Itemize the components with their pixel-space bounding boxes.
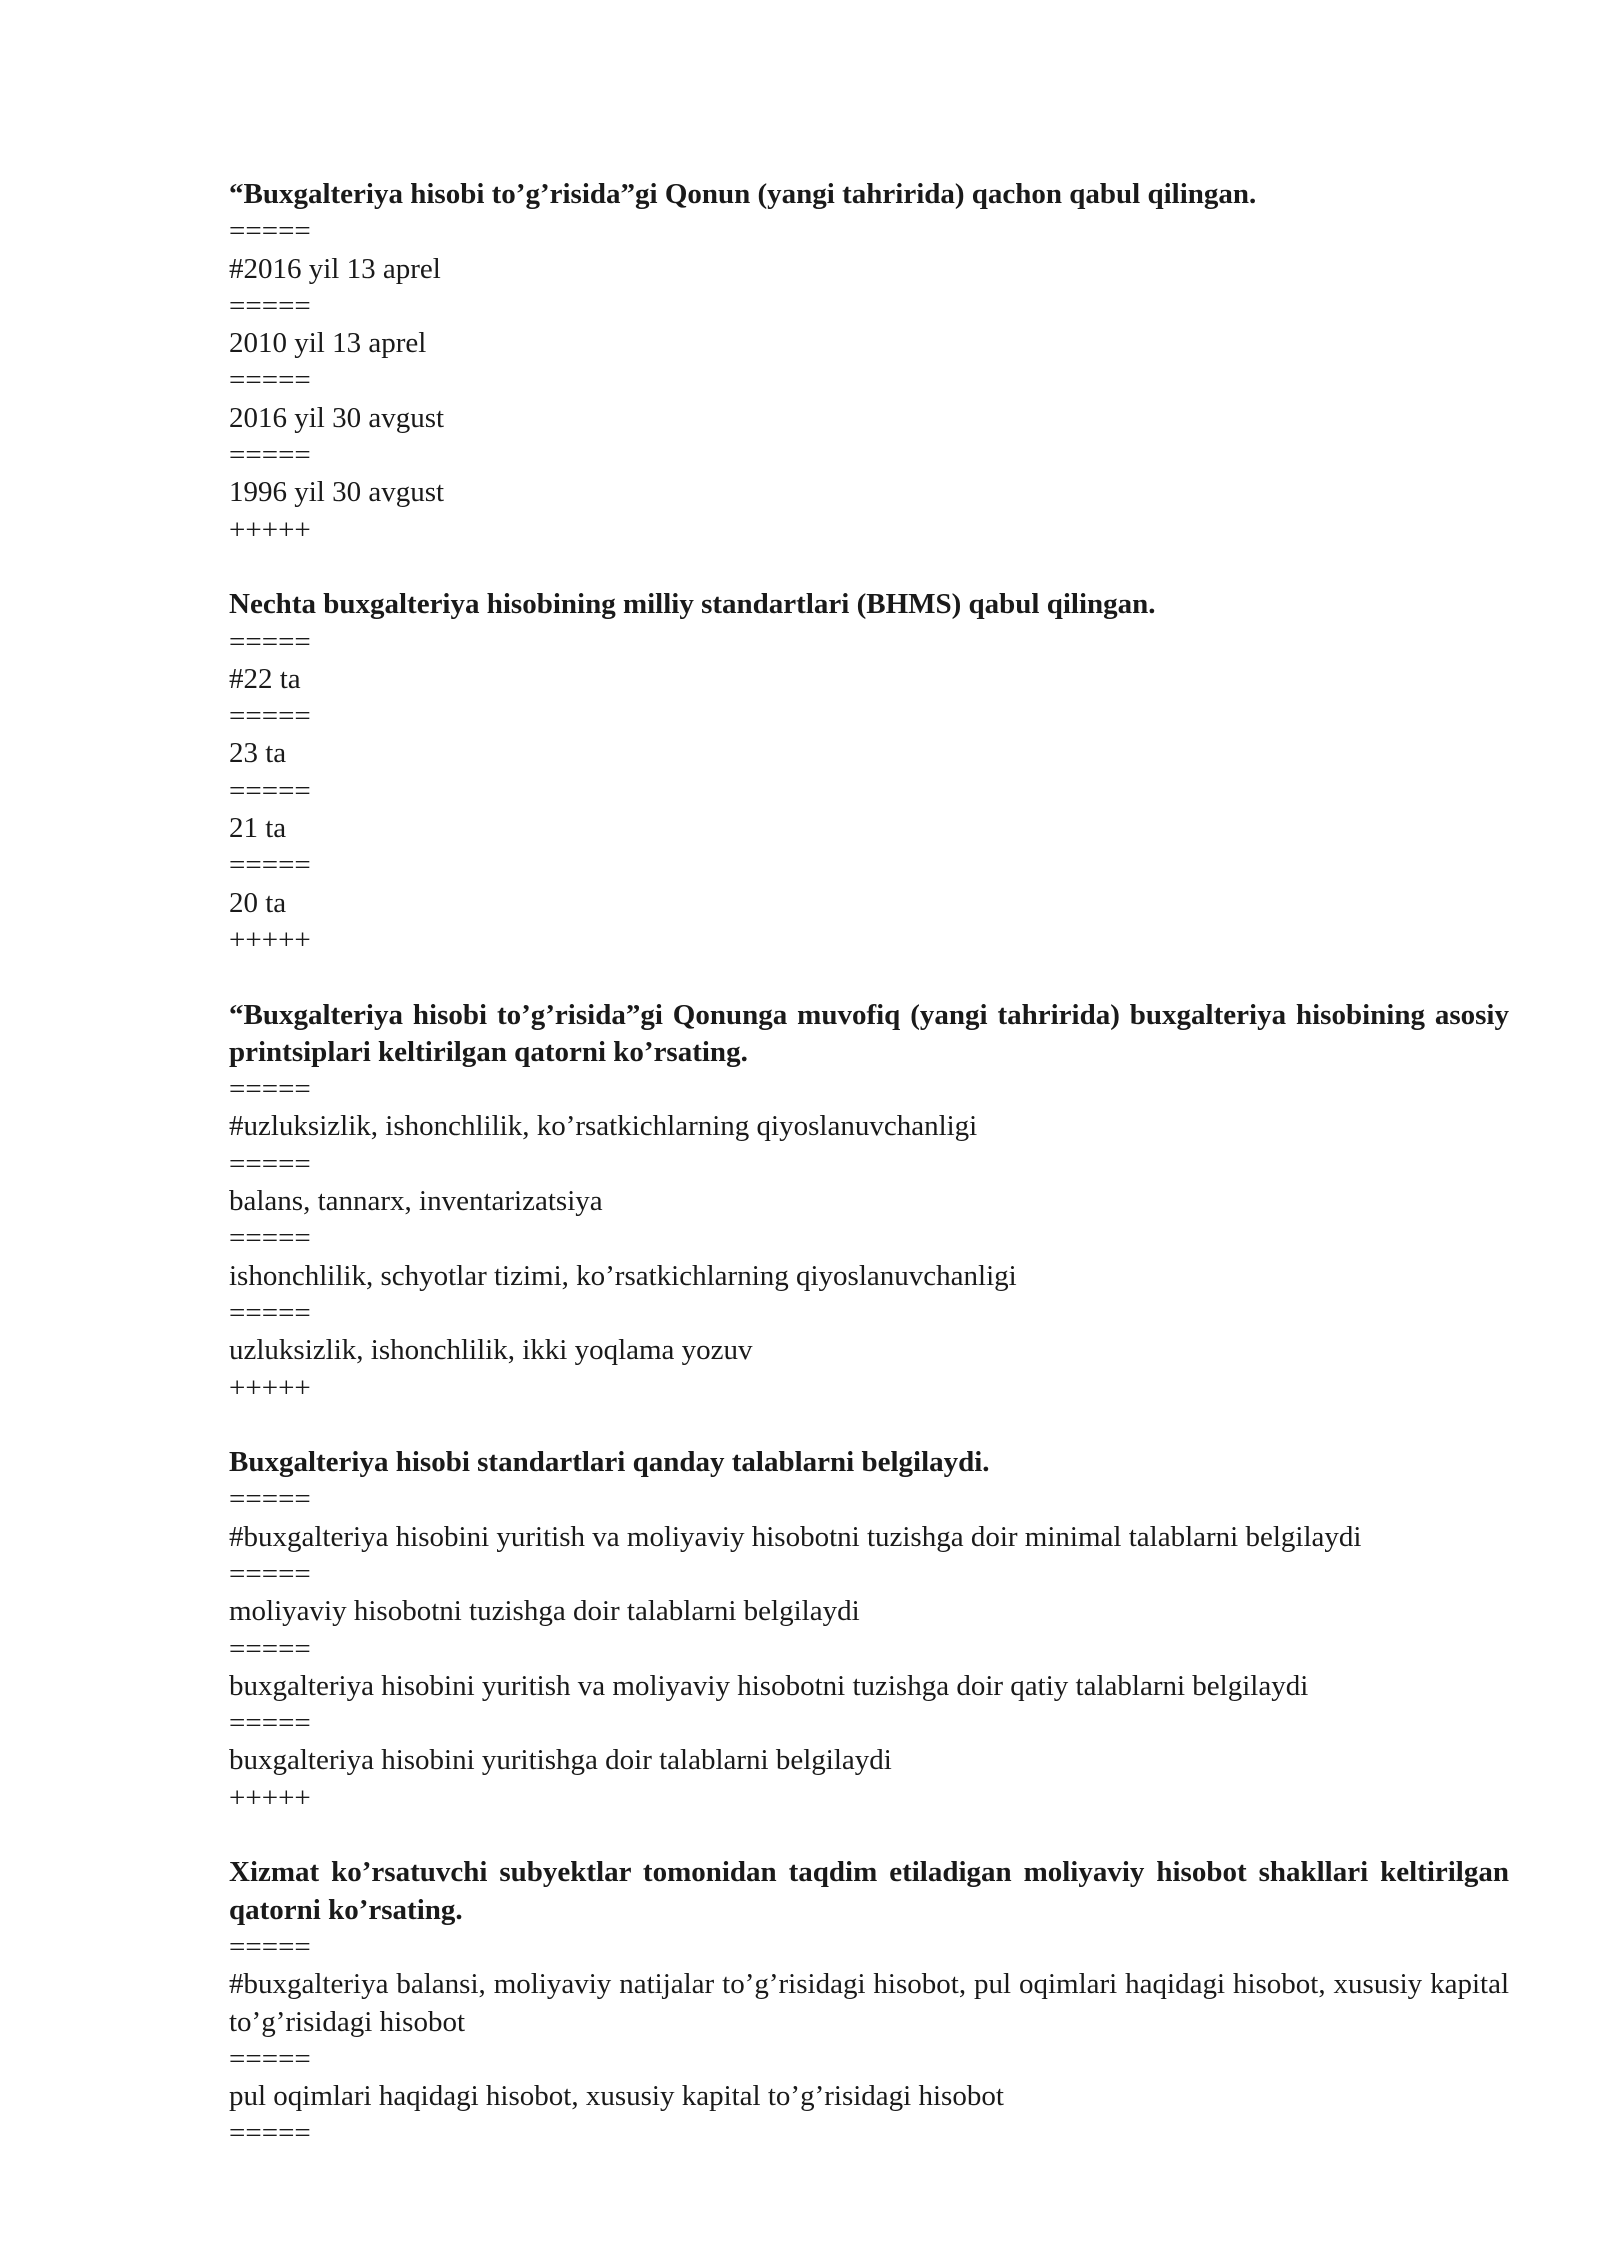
answer-option: #buxgalteriya hisobini yuritish va moliyaviy hisobotni tuzishga doir minimal talablarni belgilaydi xyxy=(229,1520,1362,1553)
option-separator: ===== xyxy=(229,215,311,248)
answer-option: 1996 yil 30 avgust xyxy=(229,476,445,509)
question-block xyxy=(229,586,1509,959)
answer-option: balans, tannarx, inventarizatsiya xyxy=(229,1185,603,1218)
question-terminator: +++++ xyxy=(229,1371,311,1404)
option-separator: ===== xyxy=(229,1296,311,1329)
question-text: Nechta buxgalteriya hisobining milliy standartlari (BHMS) qabul qilingan. xyxy=(229,588,1156,621)
option-separator: ===== xyxy=(229,2042,311,2075)
question-text: Buxgalteriya hisobi standartlari qanday talablarni belgilaydi. xyxy=(229,1446,990,1479)
option-separator: ===== xyxy=(229,1707,311,1740)
question-block xyxy=(229,997,1509,1407)
answer-option: 21 ta xyxy=(229,812,287,845)
question-block xyxy=(229,176,1509,549)
option-separator: ===== xyxy=(229,1147,311,1180)
option-separator: ===== xyxy=(229,774,311,807)
answer-option: 2016 yil 30 avgust xyxy=(229,401,445,434)
option-separator: ===== xyxy=(229,1483,311,1516)
answer-option: 23 ta xyxy=(229,737,287,770)
question-terminator: +++++ xyxy=(229,1781,311,1814)
question-block xyxy=(229,1444,1509,1817)
answer-option: pul oqimlari haqidagi hisobot, xususiy kapital to’g’risidagi hisobot xyxy=(229,2080,1004,2113)
document-page xyxy=(229,176,1509,2153)
option-separator: ===== xyxy=(229,1222,311,1255)
question-text: “Buxgalteriya hisobi to’g’risida”gi Qonunga muvofiq (yangi tahririda) buxgalteriya hisobining asosiy printsiplari keltirilgan qatorni ko’rsating. xyxy=(229,998,1509,1068)
option-separator: ===== xyxy=(229,1632,311,1665)
answer-option: #2016 yil 13 aprel xyxy=(229,252,441,285)
option-separator: ===== xyxy=(229,2117,311,2150)
question-text: Xizmat ko’rsatuvchi subyektlar tomonidan taqdim etiladigan moliyaviy hisobot shakllari keltirilgan qatorni ko’rsating. xyxy=(229,1856,1509,1926)
option-separator: ===== xyxy=(229,1930,311,1963)
answer-option: moliyaviy hisobotni tuzishga doir talablarni belgilaydi xyxy=(229,1595,860,1628)
answer-option: #uzluksizlik, ishonchlilik, ko’rsatkichlarning qiyoslanuvchanligi xyxy=(229,1110,978,1143)
answer-option: #buxgalteriya balansi, moliyaviy natijalar to’g’risidagi hisobot, pul oqimlari haqidagi hisobot, xususiy kapital to’g’risidagi hisobot xyxy=(229,1968,1509,2038)
answer-option: ishonchlilik, schyotlar tizimi, ko’rsatkichlarning qiyoslanuvchanligi xyxy=(229,1259,1017,1292)
question-terminator: +++++ xyxy=(229,513,311,546)
option-separator: ===== xyxy=(229,1557,311,1590)
question-terminator: +++++ xyxy=(229,923,311,956)
question-text: “Buxgalteriya hisobi to’g’risida”gi Qonun (yangi tahririda) qachon qabul qilingan. xyxy=(229,178,1257,210)
answer-option: 20 ta xyxy=(229,886,287,919)
option-separator: ===== xyxy=(229,700,311,733)
option-separator: ===== xyxy=(229,1073,311,1106)
answer-option: uzluksizlik, ishonchlilik, ikki yoqlama yozuv xyxy=(229,1334,753,1367)
option-separator: ===== xyxy=(229,849,311,882)
answer-option: buxgalteriya hisobini yuritish va moliyaviy hisobotni tuzishga doir qatiy talablarni belgilaydi xyxy=(229,1669,1309,1702)
answer-option: #22 ta xyxy=(229,662,301,695)
option-separator: ===== xyxy=(229,625,311,658)
option-separator: ===== xyxy=(229,439,311,472)
option-separator: ===== xyxy=(229,289,311,322)
question-block xyxy=(229,1854,1509,2152)
answer-option: 2010 yil 13 aprel xyxy=(229,327,427,360)
answer-option: buxgalteriya hisobini yuritishga doir talablarni belgilaydi xyxy=(229,1744,892,1777)
option-separator: ===== xyxy=(229,364,311,397)
